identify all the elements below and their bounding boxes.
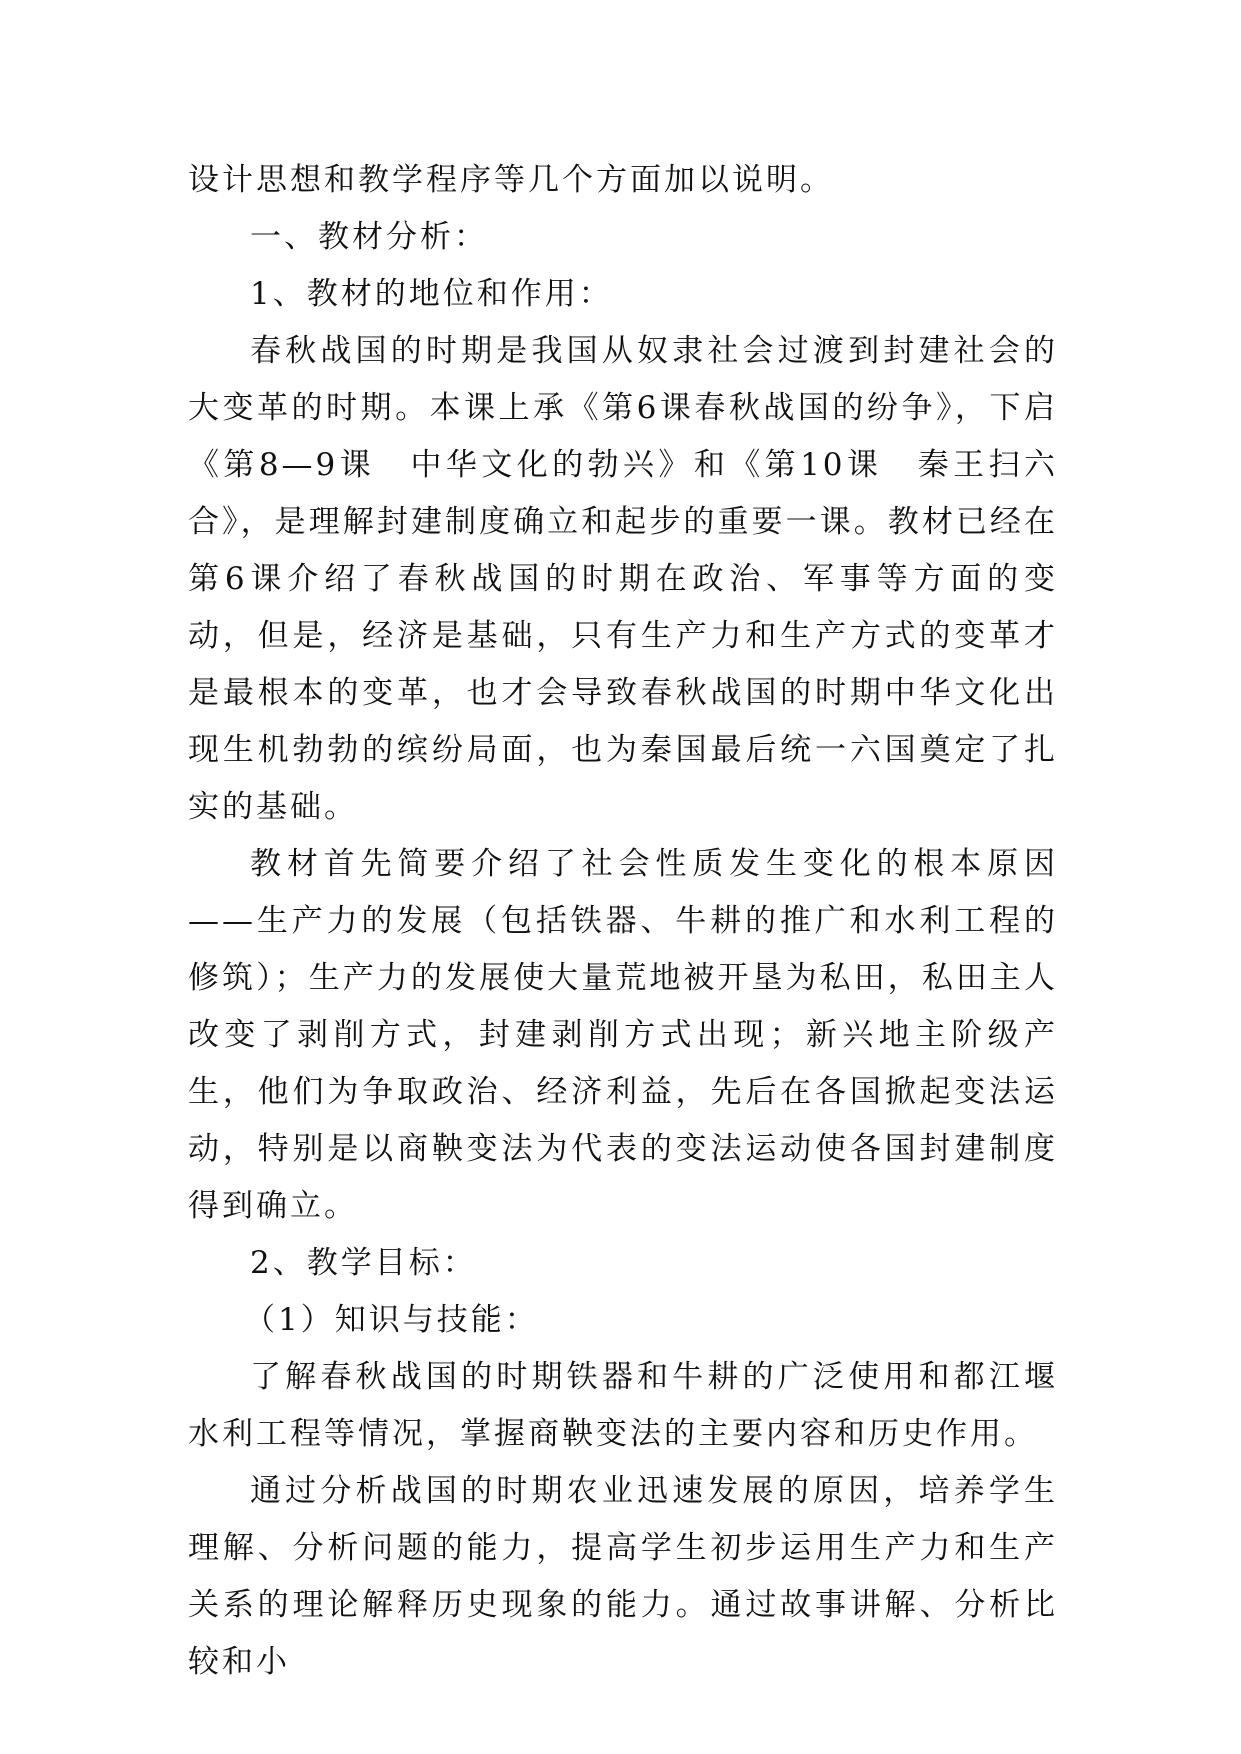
paragraph-textbook-content: 教材首先简要介绍了社会性质发生变化的根本原因——生产力的发展（包括铁器、牛耕的推广和水利工程的修筑）；生产力的发展使大量荒地被开垦为私田，私田主人改变了剥削方式，封建剥削方式出现；新兴地主阶级产生，他们为争取政治、经济利益，先后在各国掀起变法运动，特别是以商鞅变法为代表的变法运动使各国封建制度得到确立。	[188, 846, 1058, 1224]
section-heading-textbook-analysis: 一、教材分析：	[250, 219, 488, 255]
subheading-knowledge-skills: （1）知识与技能：	[244, 1302, 539, 1338]
paragraph-abilities: 通过分析战国的时期农业迅速发展的原因，培养学生理解、分析问题的能力，提高学生初步运用生产力和生产关系的理论解释历史现象的能力。通过故事讲解、分析比较和小	[188, 1473, 1058, 1680]
subsection-heading-status-role: 1、教材的地位和作用：	[250, 276, 613, 312]
paragraph-status-role: 春秋战国的时期是我国从奴隶社会过渡到封建社会的大变革的时期。本课上承《第6课春秋战国的纷争》，下启《第8—9课 中华文化的勃兴》和《第10课 秦王扫六合》，是理解封建制度确立和起步的重要一课。教材已经在第6课介绍了春秋战国的时期在政治、军事等方面的变动，但是，经济是基础，只有生产力和生产方式的变革才是最根本的变革，也才会导致春秋战国的时期中华文化出现生机勃勃的缤纷局面，也为秦国最后统一六国奠定了扎实的基础。	[188, 333, 1058, 825]
paragraph-knowledge-skills: 了解春秋战国的时期铁器和牛耕的广泛使用和都江堰水利工程等情况，掌握商鞅变法的主要内容和历史作用。	[188, 1359, 1058, 1452]
subsection-heading-teaching-goals: 2、教学目标：	[250, 1245, 477, 1281]
paragraph-continuation: 设计思想和教学程序等几个方面加以说明。	[188, 162, 834, 198]
document-body	[188, 152, 1058, 1691]
